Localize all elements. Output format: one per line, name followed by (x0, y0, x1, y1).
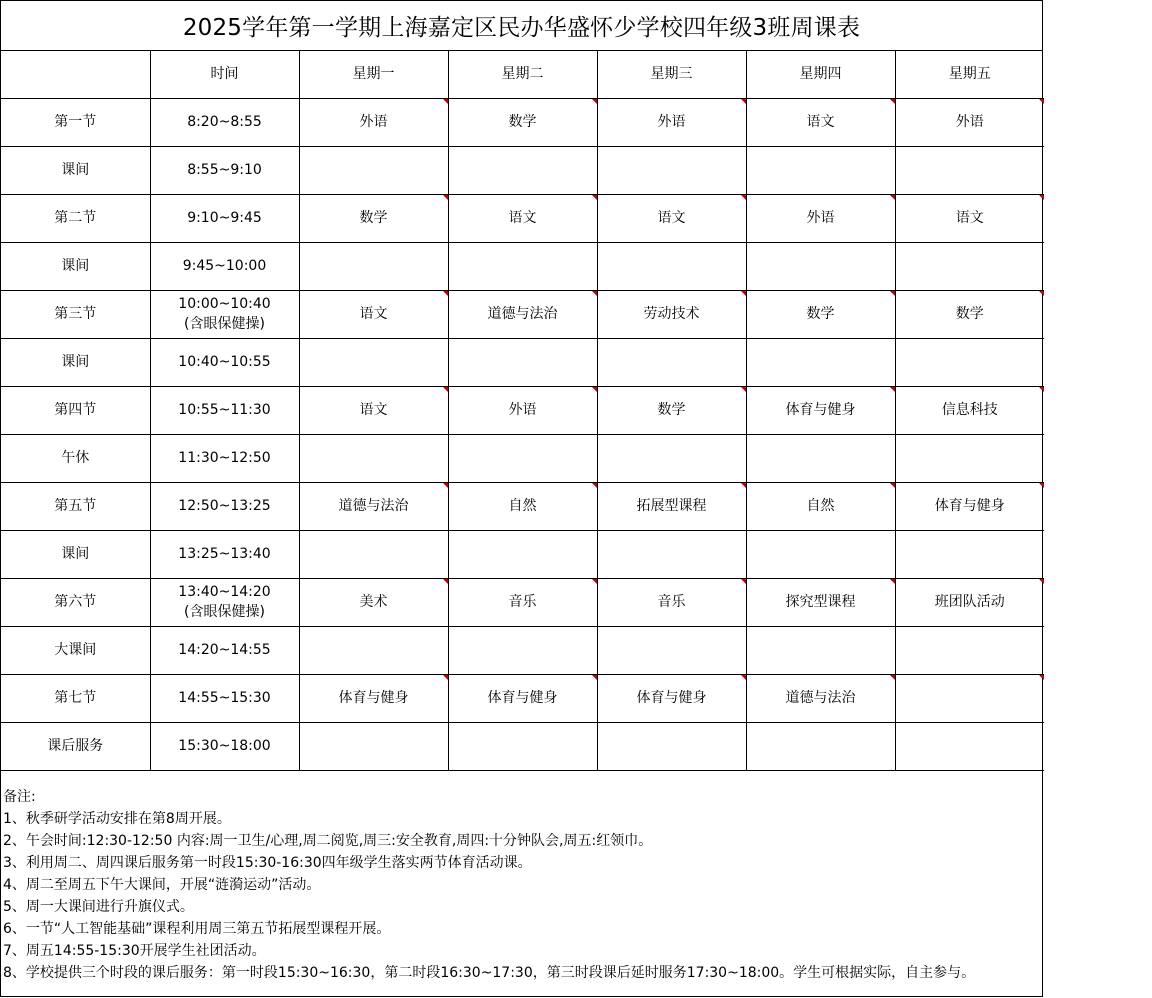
header-cell-friday[interactable]: 星期五 (895, 50, 1044, 98)
cell-monday[interactable] (299, 290, 448, 338)
comment-indicator-icon[interactable] (592, 291, 597, 296)
cell-friday[interactable] (895, 146, 1044, 194)
time-note: (含眼保健操) (184, 316, 265, 332)
subject-text: 体育与健身 (338, 690, 409, 706)
cell-tuesday[interactable] (448, 242, 597, 290)
cell-monday[interactable] (299, 530, 448, 578)
cell-tuesday[interactable] (448, 626, 597, 674)
comment-indicator-icon[interactable] (890, 675, 895, 680)
cell-monday[interactable] (299, 722, 448, 770)
subject-text: 语文 (359, 306, 388, 322)
cell-friday[interactable] (895, 434, 1044, 482)
period-label-cell[interactable]: 大课间 (1, 626, 150, 674)
header-cell-thursday[interactable]: 星期四 (746, 50, 895, 98)
cell-tuesday[interactable] (448, 434, 597, 482)
table-row (1, 578, 1044, 626)
subject-text: 语文 (359, 402, 388, 418)
period-label-cell[interactable]: 第六节 (1, 578, 150, 626)
table-row (1, 626, 1044, 674)
comment-indicator-icon[interactable] (741, 579, 746, 584)
time-range: 14:55~15:30 (178, 690, 271, 706)
cell-monday[interactable] (299, 626, 448, 674)
subject-text: 语文 (657, 210, 686, 226)
time-note: (含眼保健操) (184, 604, 265, 620)
time-range: 11:30~12:50 (178, 450, 271, 466)
time-range: 14:20~14:55 (178, 642, 271, 658)
note-item: 1、秋季研学活动安排在第8周开展。 (3, 811, 231, 827)
cell-tuesday[interactable] (448, 530, 597, 578)
period-label-cell[interactable]: 第五节 (1, 482, 150, 530)
note-item: 6、一节“人工智能基础”课程利用周三第五节拓展型课程开展。 (3, 921, 391, 937)
cell-wednesday[interactable] (597, 626, 746, 674)
notes-section (3, 786, 1039, 984)
subject-text: 音乐 (657, 594, 686, 610)
comment-indicator-icon[interactable] (443, 483, 448, 488)
cell-tuesday[interactable] (448, 674, 597, 722)
cell-wednesday[interactable] (597, 674, 746, 722)
period-label-cell[interactable]: 第七节 (1, 674, 150, 722)
cell-thursday[interactable] (746, 674, 895, 722)
cell-monday[interactable] (299, 674, 448, 722)
cell-tuesday[interactable] (448, 482, 597, 530)
comment-indicator-icon[interactable] (443, 675, 448, 680)
cell-tuesday[interactable] (448, 98, 597, 146)
cell-friday[interactable] (895, 530, 1044, 578)
time-cell[interactable] (150, 146, 299, 194)
subject-text: 拓展型课程 (636, 498, 707, 514)
comment-indicator-icon[interactable] (592, 99, 597, 104)
time-cell[interactable] (150, 194, 299, 242)
subject-text: 数学 (955, 306, 984, 322)
note-item: 4、周二至周五下午大课间，开展“涟漪运动”活动。 (3, 877, 321, 893)
cell-wednesday[interactable] (597, 194, 746, 242)
cell-tuesday[interactable] (448, 290, 597, 338)
comment-indicator-icon[interactable] (443, 195, 448, 200)
subject-text: 外语 (955, 114, 984, 130)
comment-indicator-icon[interactable] (443, 99, 448, 104)
time-range: 15:30~18:00 (178, 738, 271, 754)
period-label-cell[interactable]: 课间 (1, 146, 150, 194)
comment-indicator-icon[interactable] (592, 579, 597, 584)
comment-indicator-icon[interactable] (1039, 291, 1044, 296)
comment-indicator-icon[interactable] (890, 579, 895, 584)
time-cell[interactable] (150, 578, 299, 626)
table-row (1, 482, 1044, 530)
note-item: 2、午会时间:12:30-12:50 内容:周一卫生/心理,周二阅览,周三:安全教育,周四:十分钟队会,周五:红领巾。 (3, 833, 653, 849)
header-cell-corner[interactable] (1, 50, 150, 98)
subject-text: 语文 (955, 210, 984, 226)
subject-text: 数学 (508, 114, 537, 130)
cell-wednesday[interactable] (597, 578, 746, 626)
period-label-cell[interactable]: 第一节 (1, 98, 150, 146)
subject-text: 语文 (806, 114, 835, 130)
cell-thursday[interactable] (746, 290, 895, 338)
header-cell-tuesday[interactable]: 星期二 (448, 50, 597, 98)
comment-indicator-icon[interactable] (1039, 195, 1044, 200)
cell-wednesday[interactable] (597, 386, 746, 434)
table-row (1, 146, 1044, 194)
time-cell[interactable] (150, 98, 299, 146)
cell-monday[interactable] (299, 146, 448, 194)
subject-text: 体育与健身 (934, 498, 1005, 514)
subject-text: 外语 (657, 114, 686, 130)
time-range: 10:00~10:40 (178, 296, 271, 312)
subject-text: 数学 (657, 402, 686, 418)
time-range: 10:55~11:30 (178, 402, 271, 418)
cell-friday[interactable] (895, 482, 1044, 530)
table-row (1, 530, 1044, 578)
subject-text: 外语 (508, 402, 537, 418)
time-cell[interactable] (150, 290, 299, 338)
cell-tuesday[interactable] (448, 386, 597, 434)
cell-wednesday[interactable] (597, 242, 746, 290)
header-cell-time[interactable]: 时间 (150, 50, 299, 98)
cell-friday[interactable] (895, 98, 1044, 146)
subject-text: 体育与健身 (636, 690, 707, 706)
time-cell[interactable] (150, 386, 299, 434)
comment-indicator-icon[interactable] (890, 195, 895, 200)
subject-text: 自然 (806, 498, 835, 514)
comment-indicator-icon[interactable] (443, 387, 448, 392)
cell-monday[interactable] (299, 578, 448, 626)
cell-wednesday[interactable] (597, 98, 746, 146)
cell-thursday[interactable] (746, 386, 895, 434)
cell-tuesday[interactable] (448, 194, 597, 242)
cell-friday[interactable] (895, 578, 1044, 626)
comment-indicator-icon[interactable] (1039, 99, 1044, 104)
comment-indicator-icon[interactable] (592, 483, 597, 488)
time-cell[interactable] (150, 482, 299, 530)
subject-text: 劳动技术 (643, 306, 700, 322)
period-label-cell[interactable]: 课间 (1, 242, 150, 290)
cell-friday[interactable] (895, 722, 1044, 770)
period-label-cell[interactable]: 午休 (1, 434, 150, 482)
comment-indicator-icon[interactable] (741, 99, 746, 104)
time-range: 12:50~13:25 (178, 498, 271, 514)
comment-indicator-icon[interactable] (741, 483, 746, 488)
cell-thursday[interactable] (746, 530, 895, 578)
time-cell[interactable] (150, 674, 299, 722)
time-range: 13:40~14:20 (178, 584, 271, 600)
time-range: 8:20~8:55 (187, 114, 262, 130)
cell-tuesday[interactable] (448, 338, 597, 386)
subject-text: 信息科技 (941, 402, 998, 418)
time-range: 8:55~9:10 (187, 162, 262, 178)
comment-indicator-icon[interactable] (741, 675, 746, 680)
subject-text: 语文 (508, 210, 537, 226)
time-cell[interactable] (150, 242, 299, 290)
subject-text: 外语 (359, 114, 388, 130)
cell-thursday[interactable] (746, 338, 895, 386)
note-item: 7、周五14:55-15:30开展学生社团活动。 (3, 943, 266, 959)
cell-monday[interactable] (299, 482, 448, 530)
cell-friday[interactable] (895, 194, 1044, 242)
schedule-table (1, 50, 1044, 771)
cell-thursday[interactable] (746, 194, 895, 242)
cell-thursday[interactable] (746, 482, 895, 530)
comment-indicator-icon[interactable] (592, 387, 597, 392)
subject-text: 外语 (806, 210, 835, 226)
comment-indicator-icon[interactable] (741, 195, 746, 200)
table-row (1, 434, 1044, 482)
subject-text: 音乐 (508, 594, 537, 610)
comment-indicator-icon[interactable] (890, 291, 895, 296)
subject-text: 道德与法治 (338, 498, 409, 514)
cell-tuesday[interactable] (448, 146, 597, 194)
period-label-cell[interactable]: 第三节 (1, 290, 150, 338)
comment-indicator-icon[interactable] (1039, 579, 1044, 584)
comment-indicator-icon[interactable] (890, 99, 895, 104)
cell-thursday[interactable] (746, 242, 895, 290)
comment-indicator-icon[interactable] (1039, 387, 1044, 392)
comment-indicator-icon[interactable] (1039, 675, 1044, 680)
period-label-cell[interactable]: 课间 (1, 530, 150, 578)
subject-text: 数学 (359, 210, 388, 226)
time-cell[interactable] (150, 434, 299, 482)
page-title: 2025学年第一学期上海嘉定区民办华盛怀少学校四年级3班周课表 (1, 1, 1042, 51)
cell-wednesday[interactable] (597, 482, 746, 530)
subject-text: 道德与法治 (487, 306, 558, 322)
subject-text: 班团队活动 (934, 594, 1005, 610)
cell-wednesday[interactable] (597, 338, 746, 386)
comment-indicator-icon[interactable] (592, 195, 597, 200)
subject-text: 探究型课程 (785, 594, 856, 610)
table-row (1, 194, 1044, 242)
table-row (1, 674, 1044, 722)
table-row (1, 290, 1044, 338)
subject-text: 体育与健身 (487, 690, 558, 706)
cell-friday[interactable] (895, 386, 1044, 434)
cell-thursday[interactable] (746, 434, 895, 482)
subject-text: 道德与法治 (785, 690, 856, 706)
cell-thursday[interactable] (746, 98, 895, 146)
comment-indicator-icon[interactable] (890, 387, 895, 392)
period-label-cell[interactable]: 课后服务 (1, 722, 150, 770)
cell-monday[interactable] (299, 194, 448, 242)
cell-monday[interactable] (299, 386, 448, 434)
time-range: 10:40~10:55 (178, 354, 271, 370)
time-cell[interactable] (150, 530, 299, 578)
cell-wednesday[interactable] (597, 530, 746, 578)
note-item: 5、周一大课间进行升旗仪式。 (3, 899, 194, 915)
comment-indicator-icon[interactable] (592, 675, 597, 680)
table-row (1, 722, 1044, 770)
note-item: 8、学校提供三个时段的课后服务：第一时段15:30~16:30，第二时段16:30~17:30，第三时段课后延时服务17:30~18:00。学生可根据实际，自主参与。 (3, 965, 976, 981)
cell-thursday[interactable] (746, 626, 895, 674)
subject-text: 数学 (806, 306, 835, 322)
cell-monday[interactable] (299, 242, 448, 290)
subject-text: 体育与健身 (785, 402, 856, 418)
table-row (1, 242, 1044, 290)
subject-text: 美术 (359, 594, 388, 610)
cell-thursday[interactable] (746, 722, 895, 770)
time-cell[interactable] (150, 626, 299, 674)
subject-text: 自然 (508, 498, 537, 514)
time-range: 9:45~10:00 (182, 258, 267, 274)
cell-monday[interactable] (299, 434, 448, 482)
cell-monday[interactable] (299, 98, 448, 146)
comment-indicator-icon[interactable] (741, 291, 746, 296)
cell-wednesday[interactable] (597, 434, 746, 482)
time-range: 9:10~9:45 (187, 210, 262, 226)
cell-wednesday[interactable] (597, 146, 746, 194)
cell-thursday[interactable] (746, 578, 895, 626)
header-cell-monday[interactable]: 星期一 (299, 50, 448, 98)
comment-indicator-icon[interactable] (443, 291, 448, 296)
header-cell-wednesday[interactable]: 星期三 (597, 50, 746, 98)
table-row (1, 98, 1044, 146)
comment-indicator-icon[interactable] (890, 483, 895, 488)
cell-friday[interactable] (895, 290, 1044, 338)
table-row (1, 338, 1044, 386)
time-cell[interactable] (150, 722, 299, 770)
cell-friday[interactable] (895, 242, 1044, 290)
comment-indicator-icon[interactable] (443, 579, 448, 584)
time-cell[interactable] (150, 338, 299, 386)
cell-friday[interactable] (895, 626, 1044, 674)
comment-indicator-icon[interactable] (741, 387, 746, 392)
period-label-cell[interactable]: 第四节 (1, 386, 150, 434)
note-item: 3、利用周二、周四课后服务第一时段15:30-16:30四年级学生落实两节体育活动课。 (3, 855, 532, 871)
period-label-cell[interactable]: 第二节 (1, 194, 150, 242)
header-row (1, 50, 1044, 98)
cell-tuesday[interactable] (448, 722, 597, 770)
cell-monday[interactable] (299, 338, 448, 386)
cell-tuesday[interactable] (448, 578, 597, 626)
cell-wednesday[interactable] (597, 290, 746, 338)
time-range: 13:25~13:40 (178, 546, 271, 562)
comment-indicator-icon[interactable] (1039, 483, 1044, 488)
period-label-cell[interactable]: 课间 (1, 338, 150, 386)
cell-friday[interactable] (895, 338, 1044, 386)
notes-heading: 备注: (3, 789, 36, 805)
cell-friday[interactable] (895, 674, 1044, 722)
cell-wednesday[interactable] (597, 722, 746, 770)
cell-thursday[interactable] (746, 146, 895, 194)
table-row (1, 386, 1044, 434)
